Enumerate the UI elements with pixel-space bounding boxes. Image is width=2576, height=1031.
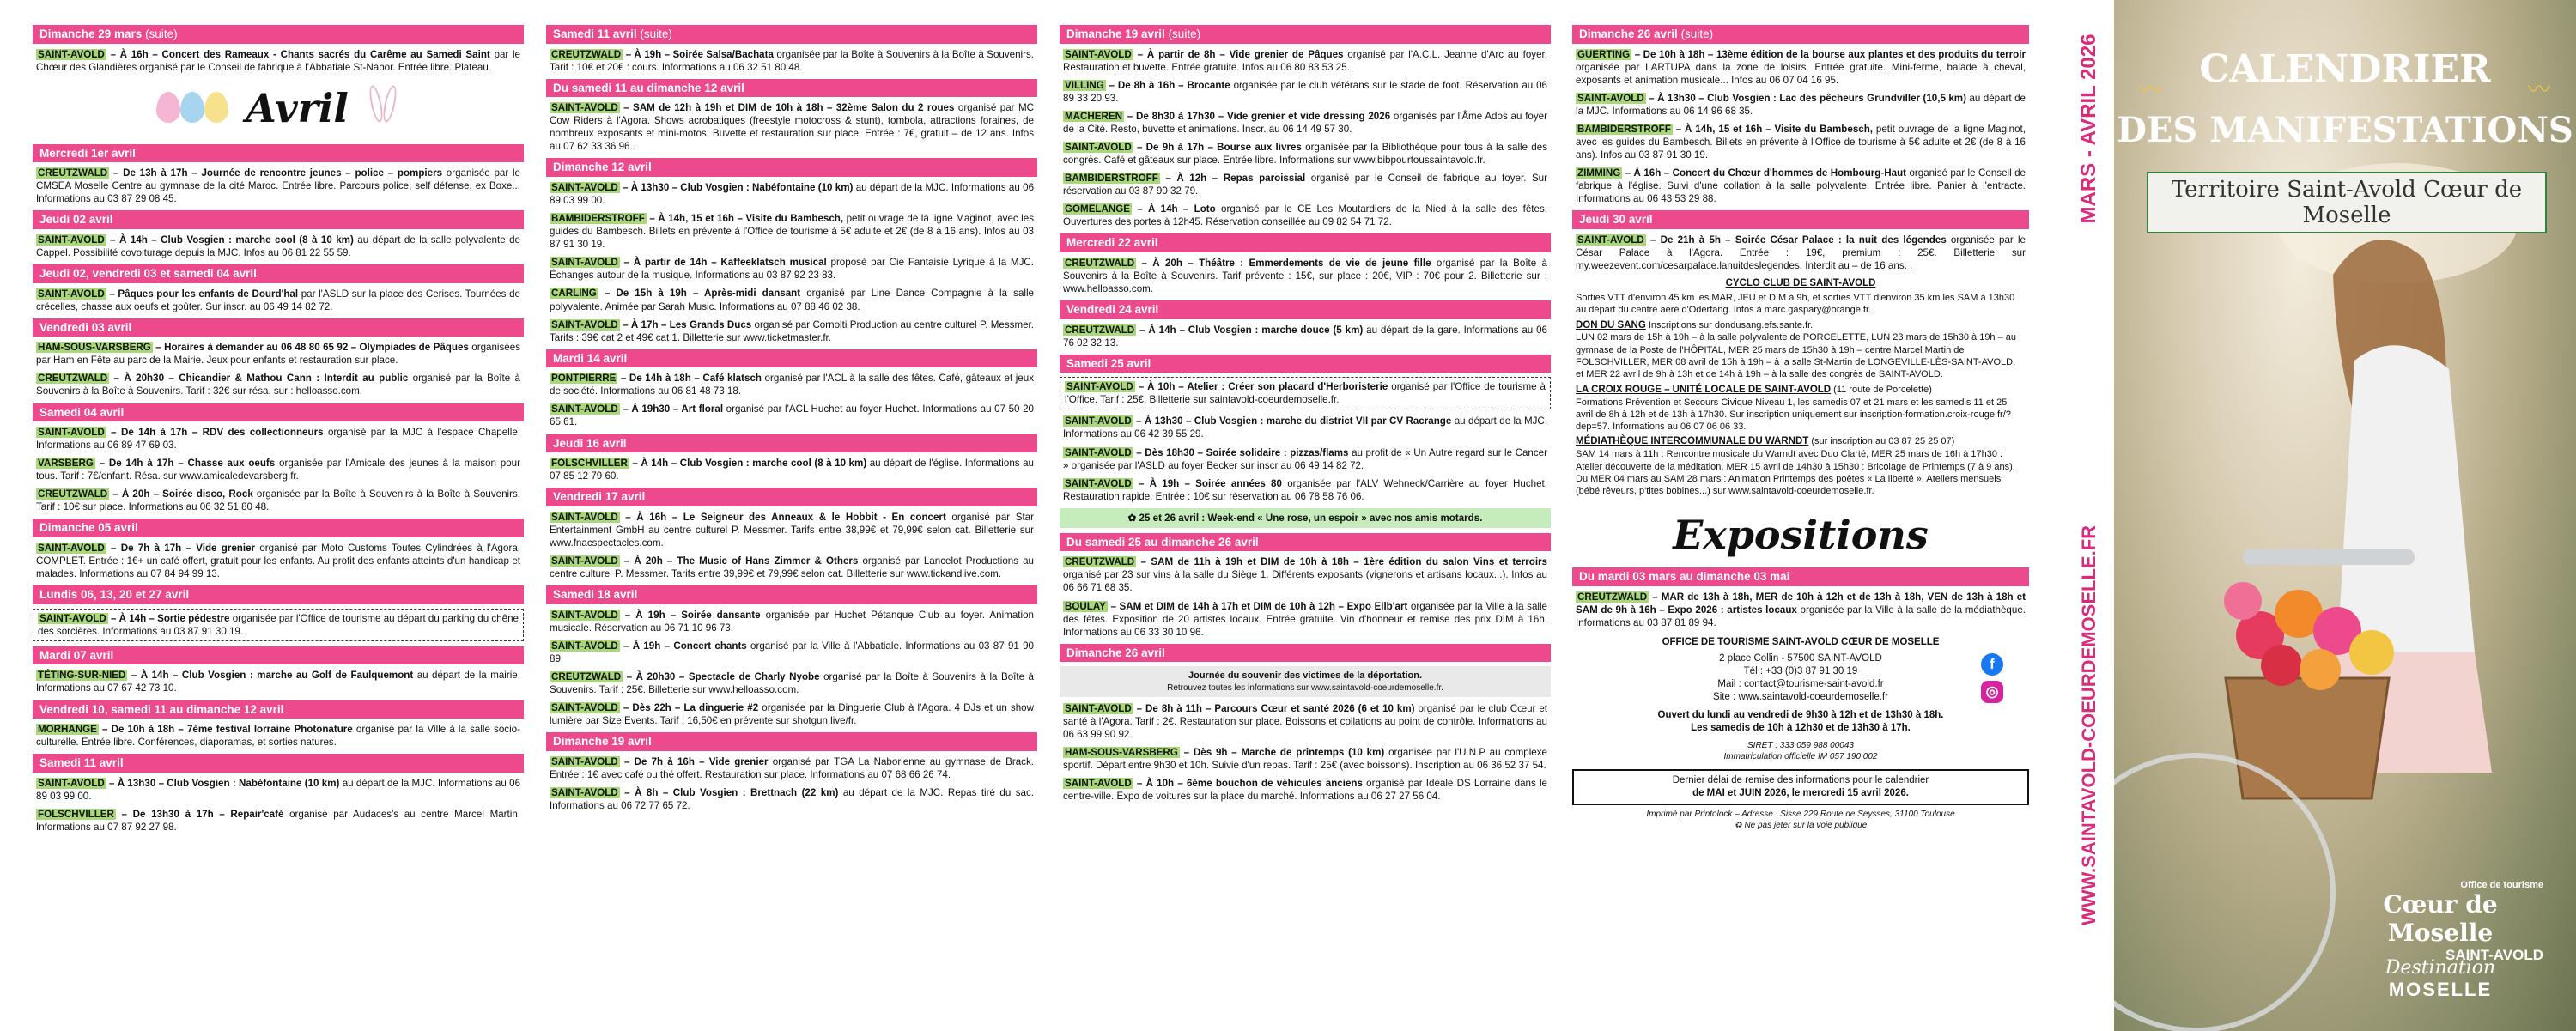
day-header: Samedi 25 avril <box>1060 355 1551 373</box>
no-littering-notice: ♻ Ne pas jeter sur la voie publique <box>1734 820 1868 830</box>
event-item: SAINT-AVOLD – À 14h – Club Vosgien : marche cool (8 à 10 km) au départ de la salle polyvalente de Cappel. Possibilité covoiturage depuis la MJC. Infos au 06 81 22 55 59. <box>36 233 520 259</box>
day-header: Jeudi 02 avril <box>33 210 524 229</box>
event-item: SAINT-AVOLD – À 13h30 – Club Vosgien : Nabéfontaine (10 km) au départ de la MJC. Informations au 06 89 03 99 00. <box>36 777 521 802</box>
cover-photo <box>2114 0 2576 1031</box>
day-header: Dimanche 26 avril <box>1060 644 1551 663</box>
event-item: GOMELANGE – À 14h – Loto organisé par le CE Les Moutardiers de la Nied à la salle des fêtes. Ouvertures des portes à 12h45. Réservation conseillée au 09 82 54 71 72. <box>1063 203 1547 228</box>
photo-handlebar <box>2243 549 2415 565</box>
event-item: GUERTING – De 10h à 18h – 13ème édition de la bourse aux plantes et des produits du terroir organisée par LARTUPA dans la zone de loisirs. Entrée gratuite. Mini-ferme, balade à cheval, exposants et animation musicale... Infos au 06 07 04 16 95. <box>1576 48 2026 86</box>
opening-hours-saturday: Les samedis de 10h à 12h30 et de 13h30 à 17h. <box>1691 722 1911 733</box>
cover-title-line1: CALENDRIER <box>2199 47 2491 91</box>
memorial-notice <box>1060 666 1551 696</box>
office-email[interactable]: Mail : contact@tourisme-saint-avold.fr <box>1717 678 1884 689</box>
event-item: BOULAY – SAM et DIM de 14h à 17h et DIM de 10h à 12h – Expo Ellb'art organisée par la Ville à la salle des fêtes. Exposition de 20 artistes locaux. Entrée gratuite. Vin d'honneur et remise des prix DIM à 16h. Informations au 06 33 30 10 96. <box>1063 600 1547 638</box>
event-item: SAINT-AVOLD – À 20h – The Music of Hans Zimmer & Others organisé par Lancelot Productions au centre culturel P. Messmer. Tarifs entre 39,99€ et 79,99€ selon cat. Billetterie sur www.tickandlive.com. <box>550 555 1034 579</box>
info-heading: CYCLO CLUB DE SAINT-AVOLD <box>1725 277 1876 288</box>
event-item: BAMBIDERSTROFF – À 12h – Repas paroissial organisé par le Conseil de fabrique au foyer. Sur réservation au 03 87 90 32 79. <box>1063 173 1547 197</box>
blood-donation-info: DON DU SANG Inscriptions sur dondusang.efs.sante.fr. LUN 02 mars de 15h à 19h – à la salle polyvalente de PORCELETTE, LUN 23 mars de 15h30 à 19h – au gymnase de la Poste de l'HÔPITAL, MER 25 mars de 15h30 à 19h – centre Marcel Martin de FOLSCHVILLER, MER 08 avril de 15h à 19h – à la salle St-Martin de LONGEVILLE-LÈS-SAINT-AVOLD, et MER 22 avril de 9h à 13h et de 14h à 19h – à la salle des congrès de SAINT-AVOLD. <box>1576 319 2017 380</box>
column-3 <box>1060 21 1551 808</box>
office-address: 2 place Collin - 57500 SAINT-AVOLD <box>1719 653 1882 664</box>
event-item: SAINT-AVOLD – À 16h – Le Seigneur des Anneaux & le Hobbit - En concert organisé par Star Entertainment GmbH au centre culturel P. Messmer. Tarifs entre 38,99€ et 79,99€ selon cat. Billetterie sur www.fnacspectacles.com. <box>550 511 1034 549</box>
event-item: SAINT-AVOLD – À 19h – Soirée années 80 organisée par l'ALV Wehneck/Carrière au foyer Huchet. Restauration rapide. Entrée : 10€ sur réservation au 06 78 58 76 06. <box>1063 477 1547 502</box>
day-header: Samedi 04 avril <box>33 403 524 422</box>
event-item: CREUTZWALD – À 20h – Théâtre : Emmerdements de vie de jeune fille organisé par la Boîte à Souvenirs à la Boîte à Souvenirs. Tarif prévente : 15€, sur place : 20€, VIP : 70€ pour 2. Billetterie sur : www.helloasso.com. <box>1063 257 1547 294</box>
month-banner <box>33 79 524 139</box>
day-header: Du mardi 03 mars au dimanche 03 mai <box>1572 567 2029 586</box>
day-header: Mardi 07 avril <box>33 646 524 665</box>
office-phone: Tél : +33 (0)3 87 91 30 19 <box>1743 665 1858 676</box>
day-header: Vendredi 10, samedi 11 au dimanche 12 avril <box>33 700 524 719</box>
day-header: Jeudi 16 avril <box>546 434 1037 453</box>
event-item: VARSBERG – De 14h à 17h – Chasse aux oeufs organisée par l'Amicale des jeunes à la maison pour tous. Tarif : 7€/enfant. Résa. sur www.amicaledevarsberg.fr. <box>36 458 520 482</box>
event-item: CREUTZWALD – À 20h – Soirée disco, Rock organisée par la Boîte à Souvenirs à la Boîte à Souvenirs. Tarif : 10€ sur place. Informations au 06 32 51 80 48. <box>36 488 521 513</box>
tourism-logo: Office de tourisme Cœur de Moselle SAINT-AVOLD <box>2383 880 2543 963</box>
day-header: Jeudi 30 avril <box>1572 210 2029 229</box>
day-header: Mercredi 22 avril <box>1060 233 1551 252</box>
registration-number: Immatriculation officielle IM 057 190 002 <box>1723 751 1878 761</box>
office-website[interactable]: Site : www.saintavold-coeurdemoselle.fr <box>1713 691 1888 702</box>
event-item: SAINT-AVOLD – À partir de 14h – Kaffeeklatsch musical proposé par Cie Fantaisie Lyrique à la MJC. Échanges autour de la musique. Informations au 03 87 92 23 83. <box>550 257 1034 282</box>
event-item: SAINT-AVOLD – À 16h – Concert des Rameaux - Chants sacrés du Carême au Samedi Saint par le Chœur des Glandières organisé par le Conseil de fabrique à l'Abbatiale St-Nabor. Entrée libre. Plateau. <box>36 48 520 73</box>
day-header: Vendredi 03 avril <box>33 318 524 337</box>
day-header: Mercredi 1er avril <box>33 144 524 163</box>
day-header: Dimanche 12 avril <box>546 158 1037 177</box>
event-item: MACHEREN – De 8h30 à 17h30 – Vide grenier et vide dressing 2026 organisés par l'Âme Ados au foyer de la Cité. Resto, buvette et animations. Inscr. au 06 14 49 57 30. <box>1063 110 1547 135</box>
opening-hours-weekday: Ouvert du lundi au vendredi de 9h30 à 12h et de 13h30 à 18h. <box>1657 709 1944 720</box>
expositions-title: Expositions <box>1673 511 1929 558</box>
event-item: BAMBIDERSTROFF – À 14h, 15 et 16h – Visite du Bambesch, petit ouvrage de la ligne Maginot, avec les guides du Bambesch. Billets en prévente à l'Office de tourisme à 5€ adulte et 2€ (de 8 à 16 ans). Infos au 03 87 91 30 19. <box>550 213 1034 251</box>
tulip <box>2349 630 2394 675</box>
day-header: Dimanche 19 avril (suite) <box>1060 25 1551 44</box>
event-item: SAINT-AVOLD – À 19h – Concert chants organisé par la Ville à l'Abbatiale. Informations au 03 87 91 90 89. <box>550 640 1034 664</box>
red-cross-info: LA CROIX ROUGE – UNITÉ LOCALE DE SAINT-AVOLD (11 route de Porcelette) Formations Prévention et Secours Civique Niveau 1, les samedis 07 et 21 mars et les samedis 11 et 25 avril de 8h à 12h et de 13h à 17h30. Sur inscription uniquement sur inscription-formation.croix-rouge.fr/?dep=57. Informations au 06 07 06 06 33. <box>1576 384 2011 433</box>
event-item: SAINT-AVOLD – À 13h30 – Club Vosgien : marche du district VII par CV Racrange au départ de la MJC. Informations au 06 42 39 55 29. <box>1063 415 1548 440</box>
day-header: Dimanche 05 avril <box>33 519 524 537</box>
event-item: SAINT-AVOLD – À 13h30 – Club Vosgien : Lac des pêcheurs Grundviller (10,5 km) au départ de la MJC. Informations au 06 14 96 68 35. <box>1576 92 2026 117</box>
event-item: PONTPIERRE – De 14h à 18h – Café klatsch organisé par l'ACL à la salle des fêtes. Café, gâteaux et jeux de société. Informations au 06 81 48 73 18. <box>550 373 1034 397</box>
event-item: CREUTZWALD – À 20h30 – Spectacle de Charly Nyobe organisé par la Boîte à Souvenirs à la Boîte à Souvenirs. Tarif : 25€. Billetterie sur www.helloasso.com. <box>550 670 1035 695</box>
event-item: SAINT-AVOLD – De 21h à 5h – Soirée César Palace : la nuit des légendes organisée par le César Palace à l'Agora. Entrée : 19€, premium : 25€. Billetterie sur my.weezevent.com/cesarpalace.lanuitdeslegendes. Interdit au – de 16 ans. . <box>1576 233 2026 271</box>
day-header: Vendredi 24 avril <box>1060 300 1551 319</box>
event-item: SAINT-AVOLD – Dès 18h30 – Soirée solidaire : pizzas/flams au profit de « Un Autre regard sur le Cancer » organisée par l'ASLD au foyer Becker sur inscr au 06 49 14 82 72. <box>1063 446 1547 471</box>
easter-eggs-icon <box>156 92 228 126</box>
cover-panel <box>2114 0 2576 1031</box>
event-item: SAINT-AVOLD – À 17h – Les Grands Ducs organisé par Cornolti Production au centre culturel P. Messmer. Tarifs : 39€ cat 2 et 49€ cat 1. Billetterie sur www.ticketmaster.fr. <box>550 318 1034 343</box>
event-item: SAINT-AVOLD – Dès 22h – La dinguerie #2 organisée par la Dinguerie Club à l'Agora. 4 DJs et un show lumière par Size Events. Tarif : 16,50€ en prévente sur shotgun.live/fr. <box>550 701 1034 727</box>
event-item: VILLING – De 8h à 16h – Brocante organisée par le club vétérans sur le stade de foot. Réservation au 06 89 33 20 93. <box>1063 79 1547 104</box>
column-2 <box>546 21 1037 817</box>
event-item: SAINT-AVOLD – De 9h à 17h – Bourse aux livres organisée par la Bibliothèque pour tous à la salle des congrès. Café et gâteaux sur place. Entrée libre. Informations sur www.bibpourtoussaintavold.fr. <box>1063 141 1548 166</box>
event-item: SAINT-AVOLD – De 7h à 17h – Vide grenier organisé par Moto Customs Toutes Cylindrées à l'Agora. COMPLET. Entrée : 1€+ un café offert, gratuit pour les enfants. Au profit des enfants atteints d'un handicap et malades. Informations au 07 84 94 99 13. <box>36 543 520 580</box>
memorial-title: Journée du souvenir des victimes de la déportation. <box>1188 670 1422 682</box>
office-name: OFFICE DE TOURISME SAINT-AVOLD CŒUR DE MOSELLE <box>1662 637 1940 648</box>
media-library-info: MÉDIATHÈQUE INTERCOMMUNALE DU WARNDT (sur inscription au 03 87 25 25 07) SAM 14 mars à 11h : Rencontre musicale du Warndt avec Duo Clarté, MER 25 mars de 16h à 17h30 : Atelier découverte de la méditation, MER 15 avril de 14h30 à 15h30 : Bricolage de Printemps (7 à 9 ans). Du MER 04 mars au SAM 28 mars : Animation Printemps des poètes « La liberté ». Ateliers mensuels (bébé rêveurs, p'tites bobines...) sur www.saintavold-coeurdemoselle.fr. <box>1576 436 2015 497</box>
event-item: ZIMMING – À 16h – Concert du Chœur d'hommes de Hombourg-Haut organisé par le Conseil de fabrique à l'église. Suivi d'une collation à la salle polyvalente. Entrée libre. Panier à l'entracte. Informations au 06 43 53 29 88. <box>1576 167 2026 205</box>
squiggle-icon: 〰 <box>2140 76 2163 102</box>
day-header: Dimanche 26 avril (suite) <box>1572 25 2029 44</box>
event-item: HAM-SOUS-VARSBERG – Dès 9h – Marche de printemps (10 km) organisée par l'U.N.P au complexe sportif. Départ entre 9h30 et 10h. Suivie d'un repas. Tarif : 25€ (avec boissons). Inscription au 06 36 52 37 54. <box>1063 746 1547 771</box>
squiggle-icon: 〰 <box>2527 76 2550 102</box>
event-item: CREUTZWALD – À 20h30 – Chicandier & Mathou Cann : Interdit au public organisé par la Boîte à Souvenirs à la Boîte à Souvenirs. Tarif : 32€ sur résa. sur : helloasso.com. <box>36 373 520 397</box>
spine-website[interactable]: WWW.SAINTAVOLD-COEURDEMOSELLE.FR <box>2078 525 2099 926</box>
day-header: Lundis 06, 13, 20 et 27 avril <box>33 585 524 604</box>
event-item: CREUTZWALD – De 13h à 17h – Journée de rencontre jeunes – police – pompiers organisée par le CMSEA Moselle Centre au gymnase de la cité Maroc. Entrée libre. Parcours police, self défense, ex Boxe... Informations au 03 87 29 08 45. <box>36 167 520 205</box>
destination-moselle-logo: Destination MOSELLE <box>2385 957 2496 1000</box>
event-item: SAINT-AVOLD – De 14h à 17h – RDV des collectionneurs organisé par la MJC à l'espace Chapelle. Informations au 06 89 47 69 03. <box>36 427 520 452</box>
recycle-icon: ♻ <box>1734 820 1745 830</box>
event-item: SAINT-AVOLD – De 7h à 16h – Vide grenier organisé par TGA La Naborienne au gymnase de Brack. Entrée : 1€ avec café ou thé offert. Restauration sur place. Informations au 07 68 66 26 74. <box>550 755 1035 780</box>
day-header: Dimanche 29 mars (suite) <box>33 25 524 44</box>
memorial-subtitle: Retrouvez toutes les informations sur www.saintavold-coeurdemoselle.fr. <box>1167 682 1443 693</box>
info-heading: DON DU SANG <box>1576 319 1646 331</box>
event-item: SAINT-AVOLD – Pâques pour les enfants de Dourd'hal par l'ASLD sur la place des Cerises. Tournées de crécelles, chasse aux oeufs et goûter. Sur inscr. au 06 49 14 82 72. <box>36 288 521 312</box>
photo-basket <box>2226 678 2389 798</box>
info-heading: LA CROIX ROUGE – UNITÉ LOCALE DE SAINT-AVOLD <box>1576 384 1832 395</box>
cyclo-club-info: CYCLO CLUB DE SAINT-AVOLD Sorties VTT d'environ 45 km les MAR, JEU et DIM à 9h, et sorties VTT d'environ 35 km les SAM à 13h30 au départ du centre aéré d'Oderfang. Infos à marc.gaspary@orange.fr. <box>1572 277 2029 317</box>
siret: SIRET : 333 059 988 00043 <box>1747 740 1854 750</box>
event-item: HAM-SOUS-VARSBERG – Horaires à demander au 06 48 80 65 92 – Olympiades de Pâques organisées par Ham en Fête au parc de la Mairie. Jeux pour enfants et restauration sur place. <box>36 342 520 367</box>
column-1 <box>33 21 524 839</box>
tulip <box>2224 582 2262 620</box>
cover-title-line2: DES MANIFESTATIONS <box>2117 110 2573 150</box>
event-item: FOLSCHVILLER – À 14h – Club Vosgien : marche cool (8 à 10 km) au départ de l'église. Informations au 07 85 12 79 60. <box>550 458 1035 482</box>
bunny-ears-icon <box>366 85 400 133</box>
event-item: SAINT-AVOLD – À partir de 8h – Vide grenier de Pâques organisé par l'A.C.L. Jeanne d'Arc au foyer. Restauration et buvette. Entrée gratuite. Infos au 06 80 83 53 25. <box>1063 48 1547 73</box>
day-header: Vendredi 17 avril <box>546 488 1037 506</box>
event-item: SAINT-AVOLD – À 19h30 – Art floral organisé par l'ACL Huchet au foyer Huchet. Informations au 07 50 20 65 61. <box>550 403 1034 428</box>
event-item-highlighted: SAINT-AVOLD – À 10h – Atelier : Créer son placard d'Herboristerie organisé par l'Office de tourisme à l'Office. Tarif : 25€. Billetterie sur saintavold-coeurdemoselle.fr. <box>1060 377 1551 409</box>
submission-deadline: Dernier délai de remise des informations pour le calendrier de MAI et JUIN 2026, le mercredi 15 avril 2026. <box>1572 769 2029 805</box>
event-item: SAINT-AVOLD – À 13h30 – Club Vosgien : Nabéfontaine (10 km) au départ de la MJC. Informations au 06 89 03 99 00. <box>550 182 1035 207</box>
event-item: SAINT-AVOLD – SAM de 12h à 19h et DIM de 10h à 18h – 32ème Salon du 2 roues organisé par MC Cow Riders à l'Agora. Shows acrobatiques (freestyle motocross & stunt), tombola, attractions foraines, de nombreux exposants et mini-motos. Buvette et restauration sur place. Entrée : 7€, gratuit – de 12 ans. Infos au 07 62 33 36 96.. <box>550 102 1034 153</box>
event-item: CARLING – De 15h à 19h – Après-midi dansant organisé par Line Dance Compagnie à la salle polyvalente. Animée par Sarah Music. Informations au 07 88 46 02 38. <box>550 288 1035 312</box>
event-item: CREUTZWALD – À 14h – Club Vosgien : marche douce (5 km) au départ de la gare. Informations au 06 76 02 32 13. <box>1063 324 1547 349</box>
tourism-office-contact <box>1572 636 2029 762</box>
month-title: Avril <box>246 84 349 131</box>
rose-icon: ✿ <box>1127 512 1139 524</box>
event-item: SAINT-AVOLD – De 8h à 11h – Parcours Cœur et santé 2026 (6 et 10 km) organisé par le club Cœur et santé à l'Agora. Tarif : 2€. Restauration sur place. Boissons et collations au point de contrôle. Informations au 06 63 99 90 92. <box>1063 702 1547 740</box>
event-item-highlighted: SAINT-AVOLD – À 14h – Sortie pédestre organisée par l'Office de tourisme au départ du parking du chêne des sorcières. Informations au 03 87 91 30 19. <box>33 609 524 641</box>
day-header: Du samedi 25 au dimanche 26 avril <box>1060 533 1551 552</box>
photo-shirt <box>2337 345 2475 652</box>
day-header: Du samedi 11 au dimanche 12 avril <box>546 79 1037 98</box>
event-item: SAINT-AVOLD – À 10h – 6ème bouchon de véhicules anciens organisé par Idéale DS Lorraine dans le centre-ville. Expo de voitures sur la place du marché. Informations au 06 27 27 56 04. <box>1063 777 1547 802</box>
event-item: BAMBIDERSTROFF – À 14h, 15 et 16h – Visite du Bambesch, petit ouvrage de la ligne Maginot, avec les guides du Bambesch. Billets en prévente à l'Office de tourisme à 5€ adulte et 2€ (de 8 à 16 ans). Infos au 03 87 91 30 19. <box>1576 123 2026 161</box>
printer-credit: Imprimé par Printolock – Adresse : Sisse 229 Route de Seysses, 31100 Toulouse <box>1646 809 1955 819</box>
event-item: CREUTZWALD – MAR de 13h à 18h, MER de 10h à 12h et de 13h à 18h, VEN de 13h à 18h et SAM de 9h à 16h – Expo 2026 : artistes locaux organisée par la Ville à la salle de la médiathèque. Informations au 03 87 81 89 94. <box>1576 591 2026 629</box>
event-item: SAINT-AVOLD – À 19h – Soirée dansante organisée par Huchet Pétanque Club au foyer. Animation musicale. Réservation au 06 71 10 96 73. <box>550 609 1034 634</box>
spine <box>2059 0 2119 1031</box>
day-header: Samedi 11 avril <box>33 754 524 773</box>
day-header: Mardi 14 avril <box>546 349 1037 368</box>
event-item: MORHANGE – De 10h à 18h – 7ème festival lorraine Photonature organisé par la Ville à la salle socio-culturelle. Entrée libre. Conférences, diaporamas, et sorties natures. <box>36 724 520 749</box>
day-header: Samedi 11 avril (suite) <box>546 25 1037 44</box>
day-header: Dimanche 19 avril <box>546 732 1037 751</box>
event-item: CREUTZWALD – À 19h – Soirée Salsa/Bachata organisée par la Boîte à Souvenirs à la Boîte à Souvenirs. Tarif : 10€ et 20€ : cours. Informations au 06 32 51 80 48. <box>550 48 1034 73</box>
info-heading: MÉDIATHÈQUE INTERCOMMUNALE DU WARNDT <box>1576 436 1809 447</box>
instagram-icon[interactable]: ◎ <box>1981 681 2003 703</box>
event-item: TÉTING-SUR-NIED – À 14h – Club Vosgien : marche au Golf de Faulquemont au départ de la mairie. Informations au 07 67 42 73 10. <box>36 670 520 694</box>
rose-weekend-banner: ✿ 25 et 26 avril : Week-end « Une rose, un espoir » avec nos amis motards. <box>1060 508 1551 528</box>
event-item: SAINT-AVOLD – À 8h – Club Vosgien : Brettnach (22 km) au départ de la MJC. Repas tiré du sac. Informations au 06 72 77 65 72. <box>550 786 1034 811</box>
spine-date: MARS - AVRIL 2026 <box>2077 33 2100 224</box>
tulip <box>2300 649 2341 690</box>
column-4 <box>1572 21 2029 831</box>
facebook-icon[interactable]: f <box>1981 653 2003 676</box>
event-item: FOLSCHVILLER – De 13h30 à 17h – Repair'café organisé par Audaces's au centre Marcel Martin. Informations au 07 87 92 27 98. <box>36 808 521 833</box>
tulip <box>2261 645 2302 686</box>
cover-subtitle: Territoire Saint-Avold Cœur de Moselle <box>2147 172 2547 233</box>
day-header: Samedi 18 avril <box>546 585 1037 604</box>
event-item: CREUTZWALD – SAM de 11h à 19h et DIM de 10h à 18h – 1ère édition du salon Vins et terroirs organisé par 23 sur vins à la salle du Siège 1. Différents exposants (vignerons et artisans locaux...). Infos au 06 66 71 68 35. <box>1063 556 1547 594</box>
day-header: Jeudi 02, vendredi 03 et samedi 04 avril <box>33 264 524 283</box>
